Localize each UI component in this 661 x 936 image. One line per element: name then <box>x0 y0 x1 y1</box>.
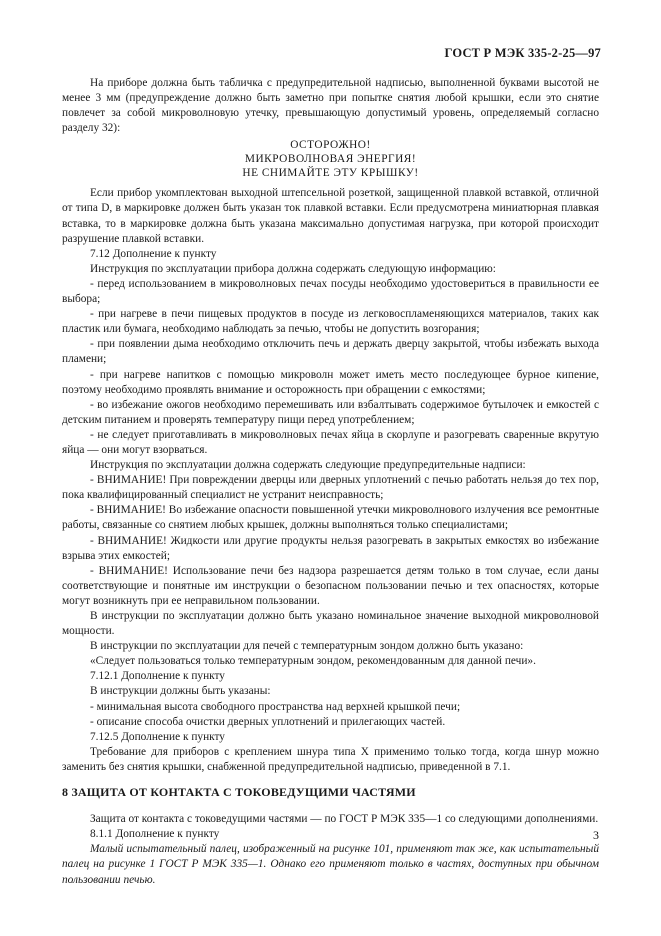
page-number: 3 <box>593 828 599 842</box>
list-item: - минимальная высота свободного пространства над верхней крышкой печи; <box>90 700 461 713</box>
warning-line-1: ОСТОРОЖНО! <box>290 139 371 152</box>
document-header: ГОСТ Р МЭК 335-2-25—97 <box>444 46 601 60</box>
clause-7-12-5: 7.12.5 Дополнение к пункту <box>90 730 225 743</box>
warning-line-3: НЕ СНИМАЙТЕ ЭТУ КРЫШКУ! <box>242 167 419 180</box>
clause-8-1-1: 8.1.1 Дополнение к пункту <box>90 828 220 841</box>
clause-7-12-1: 7.12.1 Дополнение к пункту <box>90 670 225 683</box>
paragraph-instructions-list: В инструкции должны быть указаны: <box>90 685 271 698</box>
paragraph-warnings-intro: Инструкция по эксплуатации должна содержать следующие предупредительные надписи: <box>90 459 526 472</box>
paragraph-fuse: Если прибор укомплектован выходной штепсельной розеткой, защищенной плавкой вставкой, отличной от типа D, в маркировке должен быть указан ток плавкой вставки. Если предусмотрена миниатюрная плавкая вставка, то в маркировке должна быть указана максимально допустимая нагрузка, при которой происходит разрушение плавкой вставки. <box>62 187 599 245</box>
list-item: - при нагреве напитков с помощью микроволн может иметь место последующее бурное кипение, поэтому необходимо проявлять внимание и осторожность при обращении с емкостями; <box>62 368 599 396</box>
list-item: - перед использованием в микроволновых печах посуды необходимо удостовериться в правильности ее выбора; <box>62 277 599 306</box>
list-item: - во избежание ожогов необходимо перемешивать или взбалтывать содержимое бутылочек и емкостей с детским питанием и проверять температуру пищи перед употреблением; <box>62 398 599 426</box>
warning-line-2: МИКРОВОЛНОВАЯ ЭНЕРГИЯ! <box>244 153 417 166</box>
warning-text-block <box>62 138 599 180</box>
list-item: - при нагреве в печи пищевых продуктов в посуде из легковоспламеняющихся материалов, таких как пластик или бумага, необходимо наблюдать за печью, чтобы не допустить возгорания; <box>62 308 599 336</box>
document-body <box>62 76 599 888</box>
paragraph-plate: На приборе должна быть табличка с предупредительной надписью, выполненной буквами высотой не менее 3 мм (предупреждение должно быть заметно при попытке снятия любой крышки, если это снятие повлечет за собой микроволновую утечку, превышающую допустимый уровень, определяемый согласно разделу 32): <box>62 77 599 135</box>
warning-item: - ВНИМАНИЕ! При повреждении дверцы или дверных уплотнений с печью работать нельзя до тех пор, пока квалифицированный специалист не устранит неисправность; <box>62 474 599 502</box>
paragraph-output-power: В инструкции по эксплуатации должно быть указано номинальное значение выходной микроволновой мощности. <box>62 610 599 638</box>
paragraph-probe: В инструкции по эксплуатации для печей с температурным зондом должно быть указано: <box>90 640 524 653</box>
warning-item: - ВНИМАНИЕ! Во избежание опасности повышенной утечки микроволнового излучения все ремонтные работы, связанные со снятием любых крышек, должны выполняться только специалистами; <box>62 504 599 532</box>
list-item: - не следует приготавливать в микроволновых печах яйца в скорлупе и разогревать сваренные вкрутую яйца — они могут взорваться. <box>62 428 599 456</box>
warning-item: - ВНИМАНИЕ! Жидкости или другие продукты нельзя разогревать в закрытых емкостях во избежание взрыва этих емкостей; <box>62 534 599 562</box>
section-8-heading: 8 ЗАЩИТА ОТ КОНТАКТА С ТОКОВЕДУЩИМИ ЧАСТЯМИ <box>62 785 416 800</box>
paragraph-instruction-info: Инструкция по эксплуатации прибора должна содержать следующую информацию: <box>90 262 496 275</box>
paragraph-protection: Защита от контакта с токоведущими частями — по ГОСТ Р МЭК 335—1 со следующими дополнениями. <box>90 813 599 826</box>
warning-item: - ВНИМАНИЕ! Использование печи без надзора разрешается детям только в том случае, если даны соответствующие и понятные им инструкции о безопасном пользовании печью и тех опасностях, которые могут возникнуть при ее неправильном пользовании. <box>62 564 599 607</box>
list-item: - описание способа очистки дверных уплотнений и прилегающих частей. <box>90 715 446 728</box>
paragraph-probe-quote: «Следует пользоваться только температурным зондом, рекомендованным для данной печи». <box>90 655 536 668</box>
paragraph-test-finger: Малый испытательный палец, изображенный на рисунке 101, применяют так же, как испытательный палец на рисунке 1 ГОСТ Р МЭК 335—1. Однако его применяют только в частях, доступных при обычном пользовании печью. <box>62 843 599 886</box>
paragraph-cord: Требование для приборов с креплением шнура типа X применимо только тогда, когда шнур можно заменить без снятия крышки, снабженной предупредительной надписью, приведенной в 7.1. <box>62 745 599 773</box>
list-item: - при появлении дыма необходимо отключить печь и держать дверцу закрытой, чтобы избежать выхода пламени; <box>62 338 599 366</box>
clause-7-12: 7.12 Дополнение к пункту <box>90 247 217 260</box>
